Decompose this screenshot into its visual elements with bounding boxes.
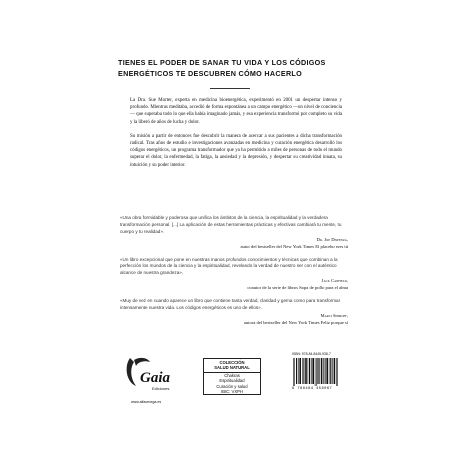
publisher-logo-sub: Ediciones — [152, 386, 170, 391]
endorsement-role: autor del bestseller del New York Times El placebo eres tú — [240, 243, 348, 249]
endorsements — [120, 215, 348, 333]
heading-line-1: TIENES EL PODER DE SANAR TU VIDA Y LOS CÓDIGOS — [118, 58, 326, 67]
description — [130, 97, 342, 176]
endorsement-role: autora del bestseller del New York Times Feliz porque sí — [243, 319, 348, 325]
isbn-label: ISBN: 978-84-8445-938-7 — [292, 352, 331, 356]
collection-item: Espiritualidad — [219, 378, 245, 384]
collection-item: Curación y salud — [216, 383, 248, 389]
endorsement-author: Dr. Joe Dispenza, — [316, 236, 348, 242]
endorsement-text: «Un libro excepcional que pone en nuestras manos profundos conocimientos y técnicas que combinan a la perfección los mundos de la ciencia y la espiritualidad, revelando la verdad de nuestro ser con el auténtico alcance de nuestra grandeza». — [120, 256, 338, 276]
endorsement-author: Marci Shimoff, — [320, 312, 348, 318]
endorsement-author: Jack Canfield, — [321, 278, 348, 284]
cover-footer — [0, 350, 460, 410]
heading-line-2: ENERGÉTICOS TE DESCUBREN CÓMO HACERLO — [118, 69, 303, 78]
publisher-website: www.alfaomega.es — [131, 400, 162, 404]
cover-heading — [118, 57, 348, 79]
description-paragraph-2: Su misión a partir de entonces fue descubrir la manera de acercar a sus pacientes a dicha transformación radical. Tras años de estudio e investigaciones avanzadas en medicina y curación energética desarrolló los códigos energéticos, un programa transformador que ya ha permitido a miles de personas de todo el mundo superar el dolor, la enfermedad, la fatiga, la ansiedad y la depresión, y despertar su creatividad innata, su intuición y su poder interior. — [130, 133, 342, 168]
collection-ibic: IBIC: VXPH — [221, 389, 243, 395]
heading-divider — [210, 88, 250, 89]
publisher-logo-name: Gaia — [140, 370, 170, 386]
publisher-logo — [120, 352, 180, 396]
collection-title — [204, 359, 260, 373]
endorsement — [120, 257, 348, 293]
endorsement-text: «Una obra formidable y poderosa que unifica los ámbitos de la ciencia, la espiritualidad y la verdadera transformación personal. [...] La aplicación de estas herramientas prácticas y efectivas cambiará tu mente, tu cuerpo y tu realidad». — [120, 215, 342, 234]
collection-item: Chakras — [224, 372, 240, 378]
collection-title-1: COLECCIÓN — [219, 360, 245, 365]
description-paragraph-1: La Dra. Sue Morter, experta en medicina bioenergética, experimentó en 2001 un despertar intenso y profundo. Mientras meditaba, accedió de forma espontánea a un campo energético —un nivel de conciencia— que superaba todo lo que ella había imaginado jamás, y esa experiencia transformó por completo su vida y la liberó de años de lucha y dolor. — [130, 98, 342, 125]
endorsement — [120, 298, 348, 327]
collection-box — [203, 358, 261, 395]
collection-title-2: SALUD NATURAL — [214, 365, 250, 371]
endorsement — [120, 215, 348, 251]
barcode — [292, 358, 340, 386]
barcode-number: 9 788484 458067 — [292, 387, 333, 391]
endorsement-text: «Muy de vez en cuando aparece un libro que contiene tanta verdad, claridad y gema como para transformar intensamente nuestra vida. Los códigos energéticos es uno de ellos». — [120, 298, 341, 310]
endorsement-role: coautor de la serie de libros Sopa de pollo para el alma — [247, 285, 348, 291]
